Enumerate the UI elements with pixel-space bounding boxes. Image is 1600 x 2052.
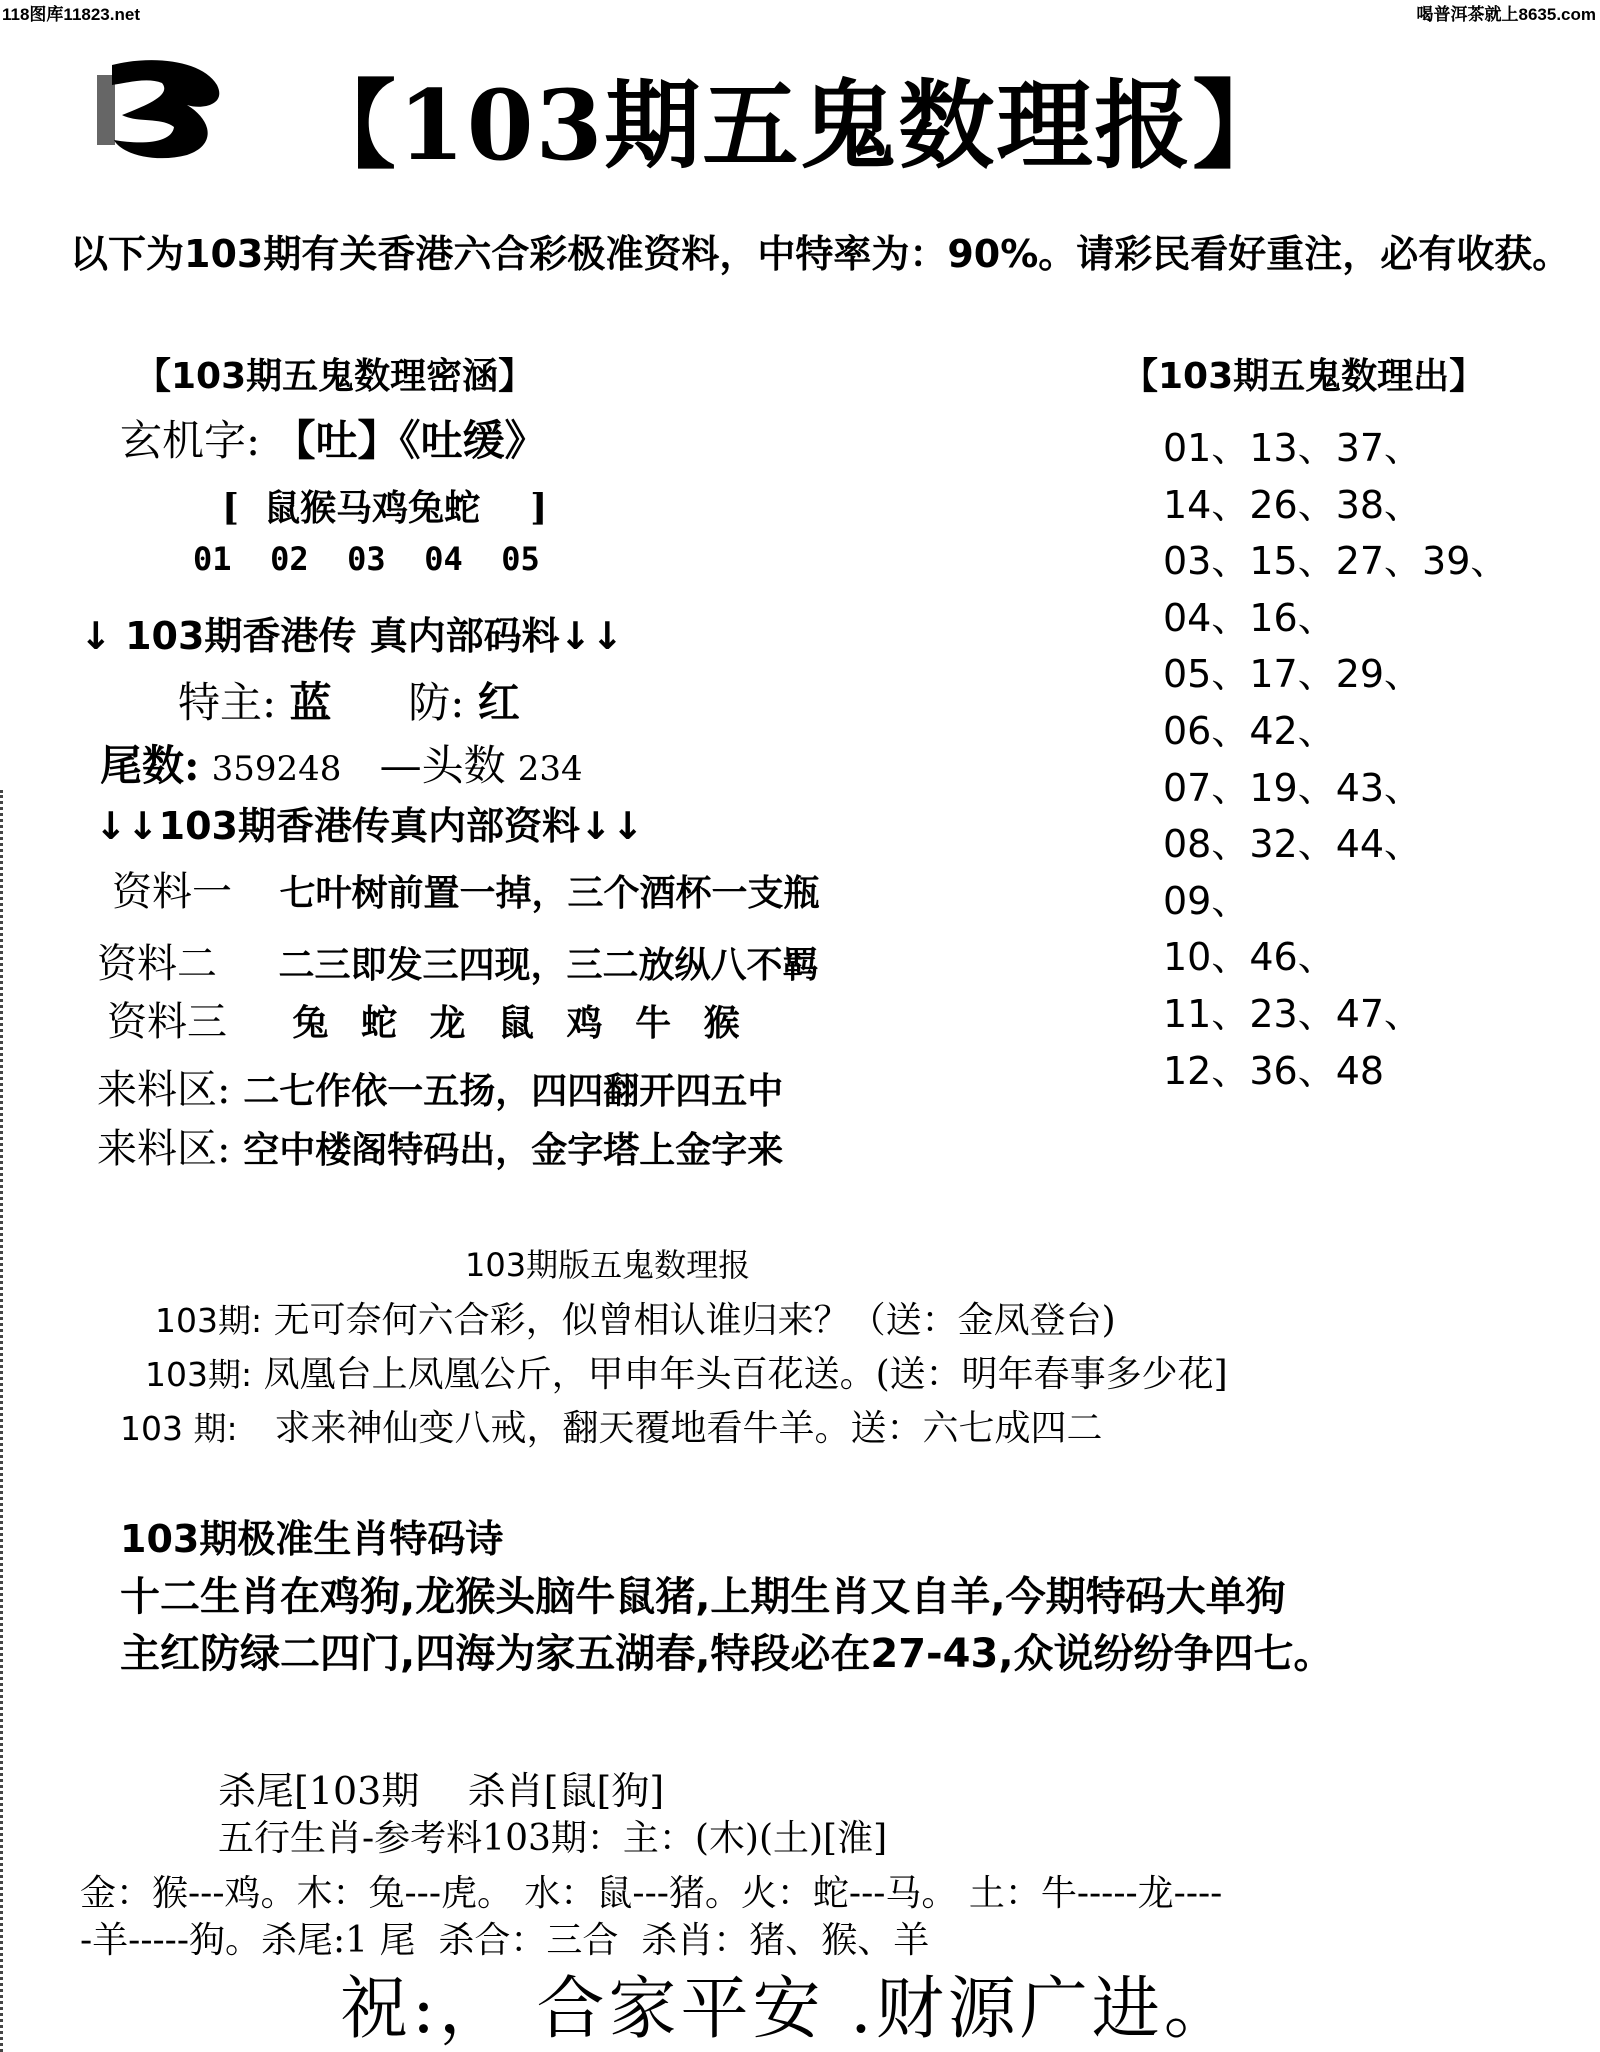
verse-text: 求来神仙变八戒，翻天覆地看牛羊。送：六七成四二 bbox=[274, 1408, 1103, 1449]
te-label: 特主: bbox=[178, 678, 277, 727]
elements-detail-line-2: -羊-----狗。杀尾:1 尾 杀合：三合 杀肖：猪、猴、羊 bbox=[80, 1920, 930, 1961]
page-title: 【103期五鬼数理报】 bbox=[300, 69, 1291, 182]
ghost-logo-icon bbox=[92, 55, 232, 165]
right-heading: 【103期五鬼数理出】 bbox=[1122, 356, 1486, 397]
number-row: 08、32、44、 bbox=[1163, 822, 1423, 867]
info-row-text: 七叶树前置一掉，三个酒杯一支瓶 bbox=[279, 873, 820, 914]
section-code-heading: ↓ 103期香港传 真内部码料↓↓ bbox=[80, 614, 624, 658]
info-row-label: 资料二 bbox=[97, 941, 217, 987]
number-row: 05、17、29、 bbox=[1163, 652, 1423, 697]
weishu-row bbox=[100, 733, 583, 793]
info-row-3 bbox=[107, 990, 750, 1047]
toushu-value: 234 bbox=[517, 749, 583, 789]
verse-text: 无可奈何六合彩，似曾相认谁归来？（送：金凤登台) bbox=[273, 1300, 1116, 1341]
number-row: 12、36、48 bbox=[1163, 1048, 1385, 1093]
toushu-label: —头数 bbox=[379, 741, 506, 790]
number-row: 01、13、37、 bbox=[1163, 426, 1423, 470]
te-value: 蓝 bbox=[289, 678, 332, 727]
number-list bbox=[1163, 420, 1508, 1099]
poem-title: 103期极准生肖特码诗 bbox=[120, 1517, 504, 1561]
info-row-1 bbox=[112, 860, 819, 917]
info-row-label: 来料区: bbox=[97, 1067, 231, 1113]
blessing: 祝:， 合家平安 .财源广进。 bbox=[340, 1970, 1236, 2049]
xuanji-row bbox=[120, 408, 547, 468]
verse-label: 103期: bbox=[155, 1301, 263, 1340]
scan-edge-divider bbox=[0, 790, 11, 2052]
number-row: 10、46、 bbox=[1163, 935, 1336, 980]
zodiac-bracket: [ 鼠猴马鸡兔蛇 ] bbox=[222, 487, 548, 529]
te-fang-row bbox=[178, 670, 520, 730]
number-row: 03、15、27、39、 bbox=[1163, 539, 1509, 584]
xuanji-label: 玄机字: bbox=[120, 416, 261, 465]
verse-text: 凤凰台上凤凰公斤，甲申年头百花送。(送：明年春事多少花] bbox=[263, 1354, 1228, 1395]
number-row: 04、16、 bbox=[1163, 595, 1336, 640]
elements-detail-line-1: 金：猴---鸡。木：兔---虎。 水：鼠---猪。火：蛇---马。 土：牛-----龙---- bbox=[80, 1873, 1223, 1914]
five-elements-line: 五行生肖-参考料103期：主：(木)(土)[淮] bbox=[218, 1818, 888, 1859]
xuanji-value: 【吐】《吐缓》 bbox=[273, 416, 547, 465]
info-row-5 bbox=[97, 1117, 783, 1174]
info-row-2 bbox=[97, 932, 818, 989]
fang-value: 红 bbox=[477, 678, 520, 727]
left-heading: 【103期五鬼数理密涵】 bbox=[135, 356, 535, 397]
weishu-label: 尾数: bbox=[100, 741, 200, 790]
fang-label: 防: bbox=[408, 678, 465, 727]
number-row: 14、26、38、 bbox=[1163, 482, 1423, 527]
weishu-value: 359248 bbox=[211, 749, 342, 789]
number-row: 11、23、47、 bbox=[1163, 991, 1423, 1036]
section-info-heading: ↓↓103期香港传真内部资料↓↓ bbox=[95, 804, 644, 848]
info-row-text: 二三即发三四现，三二放纵八不羁 bbox=[278, 945, 819, 986]
verse-label: 103 期: bbox=[120, 1409, 238, 1448]
poem-line-1: 十二生肖在鸡狗,龙猴头脑牛鼠猪,上期生肖又自羊,今期特码大单狗 bbox=[120, 1574, 1286, 1620]
poem-line-2: 主红防绿二四门,四海为家五湖春,特段必在27-43,众说纷纷争四七。 bbox=[120, 1631, 1334, 1677]
verse-label: 103期: bbox=[145, 1355, 253, 1394]
kill-tail-line: 杀尾[103期 杀肖[鼠[狗] bbox=[218, 1769, 665, 1813]
info-row-text: 兔 蛇 龙 鼠 鸡 牛 猴 bbox=[292, 1003, 750, 1044]
info-row-text: 空中楼阁特码出，金字塔上金字来 bbox=[243, 1130, 784, 1171]
info-row-label: 资料三 bbox=[107, 999, 227, 1045]
info-row-text: 二七作依一五扬，四四翻开四五中 bbox=[243, 1071, 784, 1112]
number-row: 09、 bbox=[1163, 878, 1250, 923]
intro-text: 以下为103期有关香港六合彩极准资料，中特率为：90%。请彩民看好重注，必有收获。 bbox=[70, 232, 1571, 276]
info-row-label: 来料区: bbox=[97, 1126, 231, 1172]
number-row: 06、42、 bbox=[1163, 708, 1336, 753]
site-url-right: 喝普洱茶就上8635.com bbox=[1416, 5, 1596, 24]
site-url-left: 118图库11823.net bbox=[2, 5, 140, 24]
info-row-label: 资料一 bbox=[112, 869, 232, 915]
info-row-4 bbox=[97, 1058, 783, 1115]
middle-subtitle: 103期版五鬼数理报 bbox=[465, 1246, 751, 1284]
number-row: 07、19、43、 bbox=[1163, 765, 1423, 810]
zodiac-numbers: 01 02 03 04 05 bbox=[193, 540, 540, 578]
verse-line-1 bbox=[155, 1292, 1116, 1343]
verse-line-3 bbox=[120, 1400, 1103, 1451]
verse-line-2 bbox=[145, 1346, 1228, 1397]
